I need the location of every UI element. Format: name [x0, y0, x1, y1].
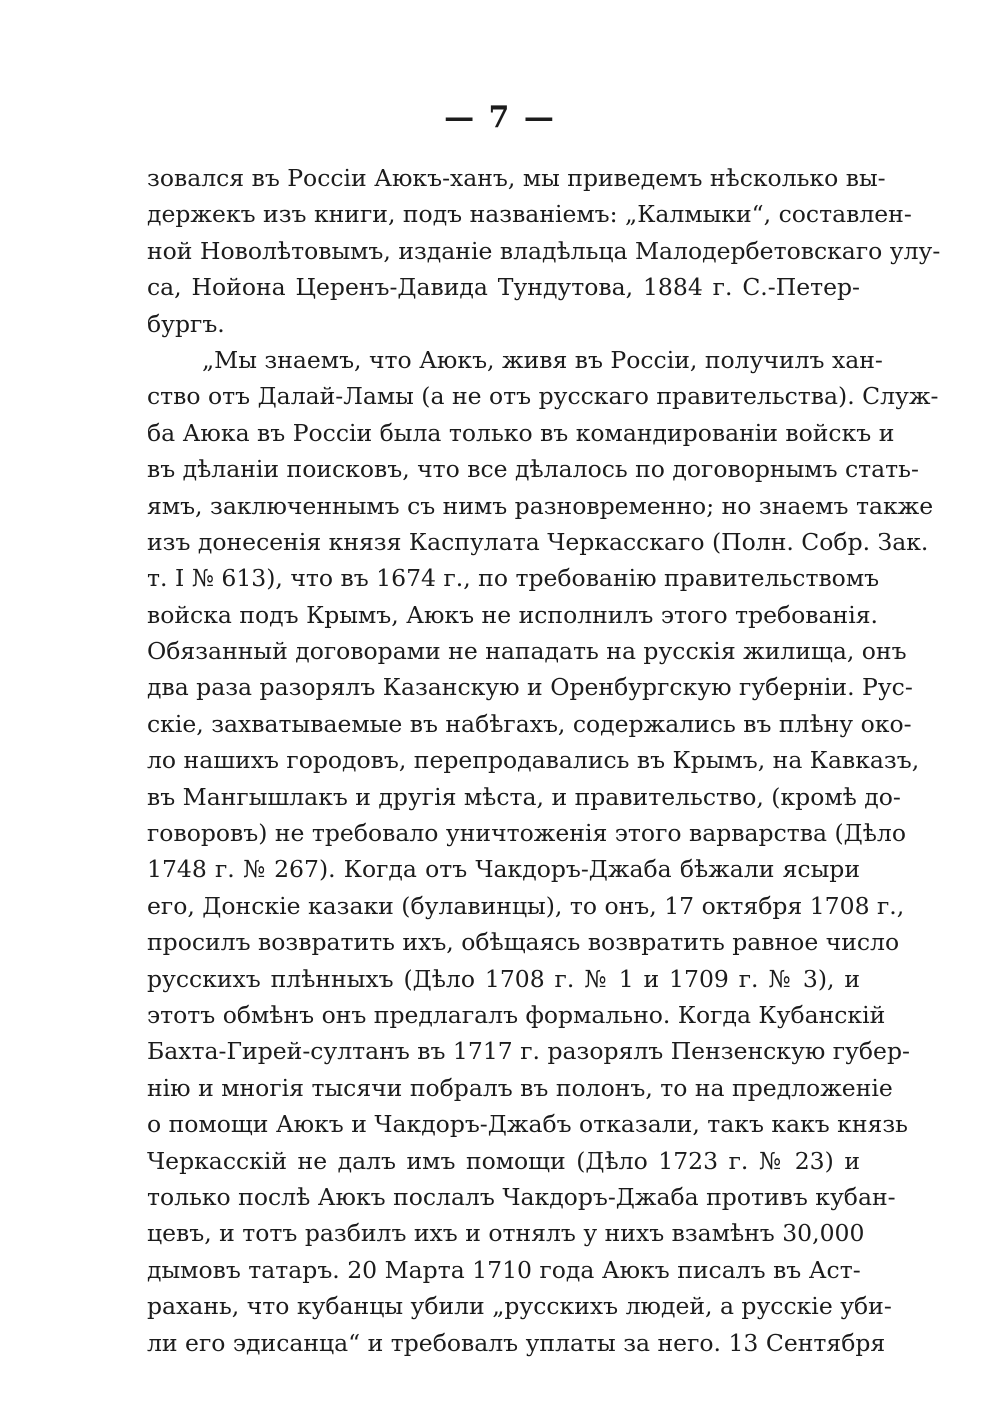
- text-line: Бахта-Гирей-султанъ въ 1717 г. разорялъ Пензенскую губер-: [147, 1037, 910, 1066]
- text-line: о помощи Аюкъ и Чакдоръ-Джабъ отказали, такъ какъ князь: [147, 1110, 908, 1139]
- text-line: говоровъ) не требовало уничтоженія этого варварства (Дѣло: [147, 819, 906, 848]
- text-line: т. I № 613), что въ 1674 г., по требованію правительствомъ: [147, 564, 880, 593]
- text-line: „Мы знаемъ, что Аюкъ, живя въ Россіи, получилъ хан-: [202, 345, 883, 374]
- text-line: изъ донесенія князя Каспулата Черкасскаго (Полн. Собр. Зак.: [147, 527, 929, 556]
- body-text: [147, 160, 941, 1361]
- text-line: рахань, что кубанцы убили „русскихъ людей, а русскіе уби-: [147, 1292, 892, 1321]
- text-line: ной Новолѣтовымъ, изданіе владѣльца Малодербетовскаго улу-: [147, 236, 941, 265]
- text-line: 1748 г. № 267). Когда отъ Чакдоръ-Джаба бѣжали ясыри: [147, 855, 860, 884]
- text-line: ба Аюка въ Россіи была только въ командированіи войскъ и: [147, 418, 895, 447]
- page-number: — 7 —: [444, 100, 556, 135]
- text-line: два раза разорялъ Казанскую и Оренбургскую губерніи. Рус-: [147, 673, 913, 702]
- text-line: ли его эдисанца“ и требовалъ уплаты за него. 13 Сентября: [147, 1328, 886, 1357]
- text-line: его, Донскіе казаки (булавинцы), то онъ, 17 октября 1708 г.,: [147, 891, 905, 920]
- text-line: ство отъ Далай-Ламы (а не отъ русскаго правительства). Служ-: [147, 382, 939, 411]
- text-line: въ дѣланіи поисковъ, что все дѣлалось по договорнымъ стать-: [147, 455, 919, 484]
- text-line: просилъ возвратить ихъ, обѣщаясь возвратить равное число: [147, 928, 900, 957]
- text-line: нію и многія тысячи побралъ въ полонъ, то на предложеніе: [147, 1073, 893, 1102]
- text-line: Черкасскій не далъ имъ помощи (Дѣло 1723 г. № 23) и: [147, 1146, 860, 1175]
- text-line: ло нашихъ городовъ, перепродавались въ Крымъ, на Кавказъ,: [147, 746, 920, 775]
- text-line: этотъ обмѣнъ онъ предлагалъ формально. Когда Кубанскій: [147, 1000, 886, 1029]
- text-line: бургъ.: [147, 309, 225, 338]
- text-line: цевъ, и тотъ разбилъ ихъ и отнялъ у нихъ взамѣнъ 30,000: [147, 1219, 865, 1248]
- text-line: русскихъ плѣнныхъ (Дѣло 1708 г. № 1 и 1709 г. № 3), и: [147, 964, 860, 993]
- text-line: зовался въ Россіи Аюкъ-ханъ, мы приведемъ нѣсколько вы-: [147, 164, 886, 192]
- text-line: держекъ изъ книги, подъ названіемъ: „Калмыки“, составлен-: [147, 200, 912, 229]
- text-line: дымовъ татаръ. 20 Марта 1710 года Аюкъ писалъ въ Аст-: [147, 1255, 861, 1284]
- text-line: въ Мангышлакъ и другія мѣста, и правительство, (кромѣ до-: [147, 782, 901, 811]
- text-line: ямъ, заключеннымъ съ нимъ разновременно; но знаемъ также: [147, 491, 934, 520]
- text-line: скіе, захватываемые въ набѣгахъ, содержались въ плѣну око-: [147, 709, 912, 738]
- text-line: войска подъ Крымъ, Аюкъ не исполнилъ этого требованія.: [147, 600, 879, 629]
- text-line: са, Нойона Церенъ-Давида Тундутова, 1884 г. С.-Петер-: [147, 273, 860, 302]
- text-line: только послѣ Аюкъ послалъ Чакдоръ-Джаба противъ кубан-: [147, 1182, 896, 1211]
- text-line: Обязанный договорами не нападать на русскія жилища, онъ: [147, 637, 907, 666]
